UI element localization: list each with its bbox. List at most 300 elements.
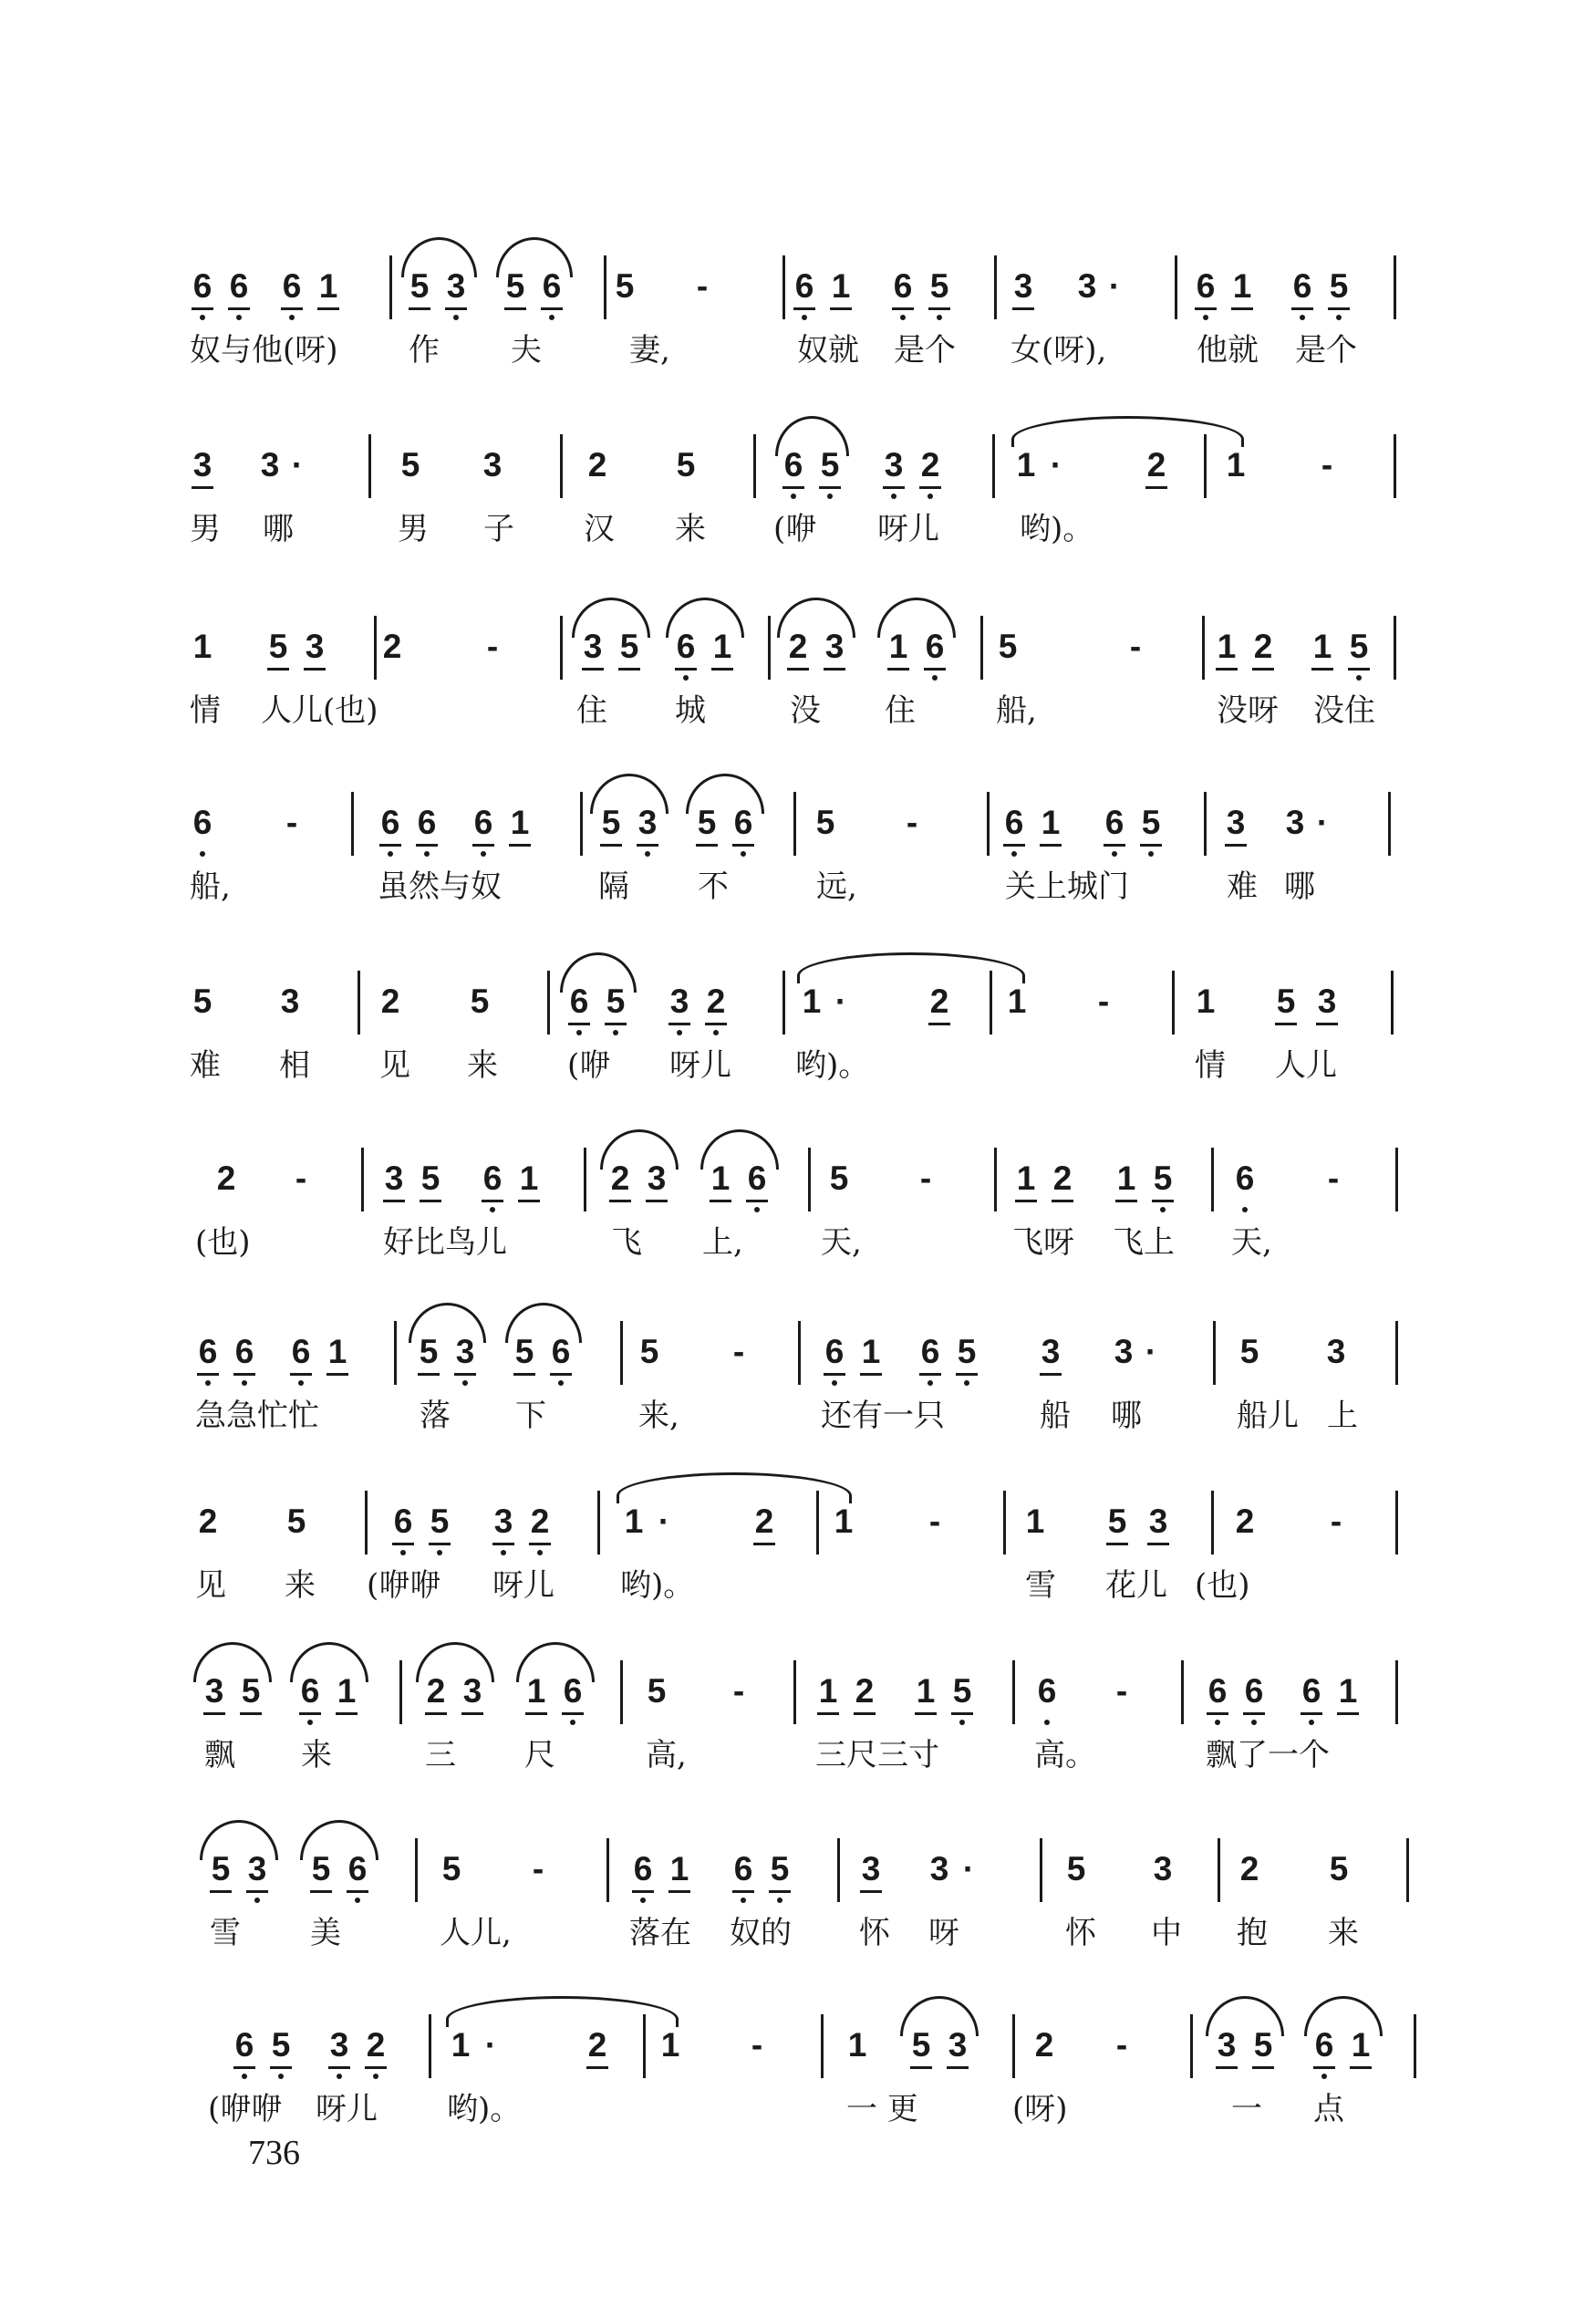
bar-line [399, 1660, 402, 1724]
lyric: 没 [790, 692, 821, 729]
note: 5 [202, 1849, 239, 1889]
lyric: 来 [301, 1737, 332, 1773]
lyric: 中 [1151, 1915, 1182, 1951]
note: 5 [400, 446, 420, 484]
bar-line [1395, 1491, 1398, 1555]
lyric: 飞呀 [1012, 1224, 1074, 1261]
lyric: 奴就 [797, 332, 859, 369]
note: 2 [1239, 1850, 1259, 1887]
note: 3 [876, 445, 912, 485]
lyrics-row [0, 2082, 1596, 2137]
note: 2 [380, 983, 400, 1020]
lyric: 呀儿 [877, 511, 939, 547]
note: 5 [470, 983, 490, 1020]
tie-arc [686, 774, 764, 814]
note: 3 [629, 803, 666, 843]
note: 6 [1236, 1671, 1272, 1711]
tie-arc [516, 1642, 595, 1682]
note: 5 [506, 1332, 543, 1372]
lyric: 作 [409, 332, 440, 369]
tie-arc [572, 598, 650, 638]
bar-line [580, 792, 583, 856]
note: 6 [1284, 266, 1321, 307]
note: 2 [602, 1159, 638, 1199]
note: 3 [1218, 803, 1254, 843]
lyric: 三 [425, 1737, 456, 1773]
bar-line [994, 1148, 997, 1211]
lyric: 城 [675, 692, 706, 729]
bar-line [584, 1148, 586, 1211]
note: 6 [1096, 803, 1133, 843]
note: 2 [1044, 1159, 1081, 1199]
score-system [0, 1987, 1596, 2169]
tie-arc [590, 774, 668, 814]
score-system [0, 1811, 1596, 1993]
lyric: 哟)。 [1020, 511, 1094, 547]
tie-arc [900, 1996, 979, 2036]
note: 1 [1008, 1159, 1044, 1199]
note: 6 [221, 266, 257, 307]
note: - [906, 804, 918, 841]
note: 5 [812, 445, 848, 485]
note: - [751, 2026, 763, 2064]
bar-line [1395, 1321, 1398, 1385]
note: - [295, 1159, 307, 1197]
note: 1 [810, 1671, 846, 1711]
note: 5 [286, 1503, 306, 1540]
note: 6 [283, 1332, 319, 1372]
lyric: 哟)。 [620, 1567, 695, 1604]
lyric: (咿咿 [367, 1567, 441, 1604]
note: 1 [319, 1332, 356, 1372]
notation-row [0, 1463, 1596, 1573]
note: 3 [853, 1849, 889, 1889]
note: - [1129, 628, 1142, 665]
tie-arc [300, 1820, 378, 1860]
lyric: 关上城门 [1005, 868, 1129, 905]
note: 5 [441, 1850, 461, 1887]
note: 5 [1321, 266, 1357, 307]
lyric: 来, [638, 1398, 679, 1434]
lyric: 来 [285, 1567, 316, 1604]
note: - [919, 1159, 932, 1197]
note: 3 [239, 1849, 275, 1889]
score-system [0, 588, 1596, 771]
note: 6 [1227, 1159, 1263, 1199]
lyric: (也) [195, 1224, 251, 1261]
tie-arc [877, 598, 956, 638]
note: 5 [1239, 1333, 1259, 1370]
lyric: 抱 [1237, 1915, 1268, 1951]
tie-arc [600, 1129, 679, 1170]
note: 2 [358, 2025, 394, 2065]
note: 1 [823, 266, 859, 307]
note: 1 [1196, 983, 1216, 1020]
note: 6 [409, 803, 445, 843]
note: 5 [1133, 803, 1169, 843]
note: 5 [421, 1502, 458, 1542]
lyric: (咿 [567, 1047, 611, 1084]
note: - [285, 804, 298, 841]
note: 5 [597, 982, 634, 1022]
lyric: 好比鸟儿 [383, 1224, 507, 1261]
note: 5 [921, 266, 958, 307]
note: 1 [1208, 627, 1245, 667]
note: 2 [1245, 627, 1281, 667]
note: 5 [401, 266, 438, 307]
lyric: 是个 [1295, 332, 1357, 369]
lyric: 下 [515, 1398, 546, 1434]
score-system [0, 228, 1596, 411]
note: 6 [625, 1849, 661, 1889]
lyric: 还有一只 [821, 1398, 945, 1434]
lyric: 怀 [1065, 1915, 1096, 1951]
note: - [696, 267, 709, 305]
notation-row [0, 764, 1596, 874]
bar-line [1406, 1838, 1409, 1902]
lyric: 汉 [584, 511, 615, 547]
tie-arc [775, 416, 849, 456]
note: 6 [339, 1849, 376, 1889]
note: 1 [660, 2026, 680, 2064]
lyric: (呀) [1012, 2091, 1068, 2127]
tie-arc [505, 1303, 582, 1343]
note: 1 [907, 1671, 944, 1711]
lyric: 飞 [611, 1224, 642, 1261]
note: 3 [1309, 982, 1345, 1022]
bar-line [620, 1660, 623, 1724]
lyric: 女(呀), [1010, 332, 1107, 369]
lyric: 飘了一个 [1206, 1737, 1330, 1773]
bar-line [1012, 1660, 1015, 1724]
bar-line [1388, 792, 1391, 856]
notation-row [0, 228, 1596, 338]
lyric: 一 更 [846, 2091, 918, 2127]
note: 3 [1153, 1850, 1173, 1887]
notation-row [0, 588, 1596, 698]
bar-line [992, 434, 995, 498]
note: 1 [1007, 983, 1027, 1020]
note: 3 [482, 446, 503, 484]
bar-line [620, 1321, 623, 1385]
slur-arc [446, 1996, 679, 2027]
lyrics-row [0, 1388, 1596, 1443]
note: 2 [1138, 445, 1175, 485]
note: 2 [912, 445, 948, 485]
note: 1 [1330, 1671, 1366, 1711]
note: 6 [1293, 1671, 1330, 1711]
note: 6 [775, 445, 812, 485]
lyric: 船 [1040, 1398, 1071, 1434]
bar-line [1202, 616, 1205, 680]
lyrics-row [0, 1215, 1596, 1270]
note: 5 [593, 803, 629, 843]
note: 5 [639, 1333, 659, 1370]
note: 5 [611, 627, 648, 667]
lyric: (咿咿 [208, 2091, 283, 2127]
lyric: 哪 [1284, 868, 1315, 905]
bar-line [1040, 1838, 1042, 1902]
note: 1 [502, 803, 538, 843]
lyric: 船儿 [1237, 1398, 1299, 1434]
bar-line [808, 1148, 811, 1211]
note: 3 [1285, 804, 1305, 841]
bar-line [980, 616, 983, 680]
note: - [1097, 983, 1110, 1020]
note: 6 [226, 2025, 263, 2065]
slur-arc [1011, 416, 1244, 447]
note: · [1050, 446, 1062, 484]
note: 6 [561, 982, 597, 1022]
note: 5 [1329, 1850, 1349, 1887]
note: 5 [260, 627, 296, 667]
lyric: 住 [576, 692, 607, 729]
bar-line [415, 1838, 418, 1902]
bar-line [753, 434, 756, 498]
note: 6 [917, 627, 953, 667]
note: · [484, 2026, 497, 2064]
note: 5 [192, 983, 212, 1020]
note: 3 [260, 446, 280, 484]
note: 5 [998, 628, 1018, 665]
tie-arc [290, 1642, 368, 1682]
bar-line [1391, 971, 1394, 1035]
note: 6 [292, 1671, 328, 1711]
tie-arc [409, 1303, 486, 1343]
note: 3 [638, 1159, 675, 1199]
lyrics-row [0, 1906, 1596, 1960]
note: - [928, 1503, 941, 1540]
lyric: 情 [1195, 1047, 1226, 1084]
lyric: 哟)。 [447, 2091, 522, 2127]
bar-line [389, 255, 392, 319]
lyric: 急急忙忙 [195, 1398, 319, 1434]
note: 1 [1224, 266, 1260, 307]
note: 3 [321, 2025, 358, 2065]
lyric: 美 [310, 1915, 341, 1951]
lyric: 相 [279, 1047, 310, 1084]
note: 3 [485, 1502, 522, 1542]
score-system [0, 943, 1596, 1126]
note: 1 [1342, 2025, 1379, 2065]
lyric: 飘 [204, 1737, 235, 1773]
note: - [1115, 2026, 1128, 2064]
bar-line [782, 255, 785, 319]
tie-arc [401, 237, 477, 277]
bar-line [1213, 1321, 1216, 1385]
note: 5 [1268, 982, 1304, 1022]
note: 3 [929, 1850, 949, 1887]
lyric: 点 [1313, 2091, 1344, 2127]
score-system [0, 1120, 1596, 1303]
note: 3 [196, 1671, 233, 1711]
note: 1 [624, 1503, 644, 1540]
slur-arc [797, 952, 1025, 983]
notation-row [0, 1987, 1596, 2096]
note: 6 [912, 1332, 948, 1372]
notation-row [0, 1294, 1596, 1403]
note: 6 [474, 1159, 511, 1199]
note: 5 [263, 2025, 299, 2065]
lyric: 夫 [511, 332, 542, 369]
note: 1 [847, 2026, 867, 2064]
bar-line [361, 1148, 364, 1211]
note: 5 [829, 1159, 849, 1197]
tie-arc [496, 237, 573, 277]
note: 6 [725, 803, 762, 843]
lyric: 飞上 [1113, 1224, 1175, 1261]
note: - [532, 1850, 544, 1887]
note: · [1145, 1333, 1157, 1370]
lyric: 没住 [1313, 692, 1375, 729]
bar-line [1394, 434, 1396, 498]
note: 5 [1099, 1502, 1135, 1542]
note: 1 [451, 2026, 471, 2064]
note: 3 [280, 983, 300, 1020]
note: 1 [853, 1332, 889, 1372]
bar-line [604, 255, 606, 319]
lyric: 虽然与奴 [378, 868, 502, 905]
lyric: 上, [702, 1224, 743, 1261]
note: 6 [739, 1159, 775, 1199]
note: 6 [274, 266, 310, 307]
note: 1 [192, 628, 212, 665]
note: 1 [704, 627, 741, 667]
note: 5 [815, 804, 835, 841]
bar-line [351, 792, 354, 856]
lyric: 三尺三寸 [815, 1737, 939, 1773]
bar-line [560, 434, 563, 498]
lyric: 人儿, [440, 1915, 512, 1951]
tie-arc [193, 1642, 272, 1682]
bar-line [606, 1838, 609, 1902]
note: 1 [702, 1159, 739, 1199]
page-number: 736 [248, 2134, 300, 2172]
note: 2 [522, 1502, 558, 1542]
lyric: 他就 [1197, 332, 1259, 369]
note: 1 [1108, 1159, 1145, 1199]
lyrics-row [0, 1038, 1596, 1093]
lyric: 船, [190, 868, 231, 905]
lyric: 一 [1231, 2091, 1262, 2127]
note: 5 [233, 1671, 269, 1711]
note: 6 [184, 266, 221, 307]
lyric: 呀儿 [669, 1047, 731, 1084]
bar-line [560, 616, 563, 680]
lyric: 呀 [928, 1915, 959, 1951]
lyric: 哪 [263, 511, 294, 547]
note: 6 [543, 1332, 579, 1372]
note: 2 [780, 627, 816, 667]
score-system [0, 1633, 1596, 1815]
note: 3 [1005, 266, 1042, 307]
bar-line [547, 971, 550, 1035]
note: 6 [190, 1332, 226, 1372]
tie-arc [1206, 1996, 1284, 2036]
tie-arc [560, 952, 637, 993]
note: 1 [1025, 1503, 1045, 1540]
bar-line [1394, 616, 1396, 680]
note: 3 [661, 982, 698, 1022]
note: 6 [554, 1671, 591, 1711]
note: 3 [184, 445, 221, 485]
note: 1 [1016, 446, 1036, 484]
notation-row [0, 407, 1596, 516]
note: 5 [903, 2025, 939, 2065]
note: 1 [328, 1671, 365, 1711]
lyric: 怀 [859, 1915, 890, 1951]
score-system [0, 407, 1596, 589]
note: 3 [1326, 1333, 1346, 1370]
note: 1 [511, 1159, 547, 1199]
bar-line [1395, 1660, 1398, 1724]
note: 1 [1032, 803, 1069, 843]
note: 2 [587, 446, 607, 484]
note: - [732, 1672, 745, 1710]
note: 2 [846, 1671, 883, 1711]
lyric: 落在 [629, 1915, 691, 1951]
bar-line [1175, 255, 1177, 319]
lyric: (咿 [773, 511, 817, 547]
note: 5 [647, 1672, 667, 1710]
note: 1 [880, 627, 917, 667]
note: 2 [921, 982, 958, 1022]
lyric: 情 [190, 692, 221, 729]
note: 6 [1199, 1671, 1236, 1711]
lyric: 来 [1328, 1915, 1359, 1951]
score-system [0, 1294, 1596, 1476]
notation-row [0, 1120, 1596, 1230]
note: 3 [376, 1159, 412, 1199]
lyric: 高。 [1034, 1737, 1096, 1773]
note: 2 [198, 1503, 218, 1540]
note: 3 [1140, 1502, 1176, 1542]
note: 6 [385, 1502, 421, 1542]
bar-line [597, 1491, 600, 1555]
note: 5 [689, 803, 725, 843]
note: · [962, 1850, 975, 1887]
note: 6 [1306, 2025, 1342, 2065]
lyric: 天, [1231, 1224, 1272, 1261]
note: - [1115, 1672, 1128, 1710]
lyric: 落 [420, 1398, 451, 1434]
tie-arc [416, 1642, 494, 1682]
bar-line [1190, 2014, 1193, 2078]
bar-line [1181, 1660, 1184, 1724]
tie-arc [1304, 1996, 1383, 2036]
note: 2 [382, 628, 402, 665]
bar-line [1414, 2014, 1416, 2078]
lyric: 隔 [598, 868, 629, 905]
note: 3 [1077, 267, 1097, 305]
note: 3 [447, 1332, 483, 1372]
note: 3 [438, 266, 474, 307]
note: 3 [939, 2025, 976, 2065]
lyrics-row [0, 1558, 1596, 1613]
note: · [658, 1503, 670, 1540]
tie-arc [200, 1820, 278, 1860]
bar-line [1211, 1148, 1214, 1211]
tie-arc [777, 598, 855, 638]
note: - [1321, 446, 1333, 484]
note: 5 [615, 267, 635, 305]
lyric: 住 [885, 692, 916, 729]
lyric: 花儿 [1105, 1567, 1167, 1604]
note: 6 [816, 1332, 853, 1372]
note: 5 [1066, 1850, 1086, 1887]
note: 2 [1235, 1503, 1255, 1540]
note: 3 [454, 1671, 491, 1711]
